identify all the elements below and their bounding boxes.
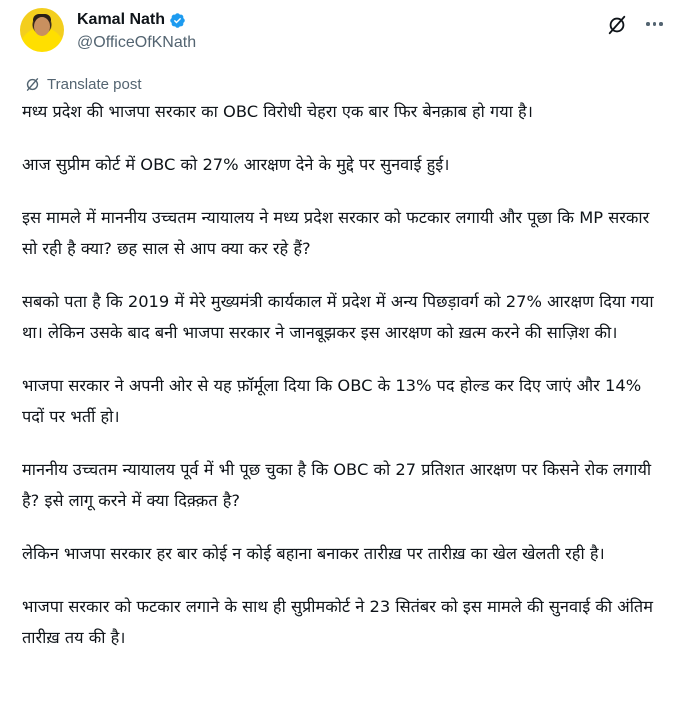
post-paragraph: लेकिन भाजपा सरकार हर बार कोई न कोई बहाना बनाकर तारीख़ पर तारीख़ का खेल खेलती रही है। (22, 544, 605, 563)
post-paragraph: भाजपा सरकार को फटकार लगाने के साथ ही सुप्रीमकोर्ट ने 23 सितंबर को इस मामले की सुनवाई की अंतिम तारीख़ तय की है। (22, 597, 653, 647)
grok-icon[interactable] (606, 14, 628, 36)
post-paragraph: माननीय उच्चतम न्यायालय पूर्व में भी पूछ चुका है कि OBC को 27 प्रतिशत आरक्षण पर किसने रोक लगायी है? इसे लागू करने में क्या दिक़्क़त है? (22, 460, 652, 510)
post-paragraph: आज सुप्रीम कोर्ट में OBC को 27% आरक्षण देने के मुद्दे पर सुनवाई हुई। (22, 155, 450, 174)
more-dot (646, 22, 650, 26)
post-paragraph: इस मामले में माननीय उच्चतम न्यायालय ने मध्य प्रदेश सरकार को फटकार लगायी और पूछा कि MP सरकार सो रही है क्या? छह साल से आप क्या कर रहे हैं? (22, 208, 650, 258)
more-dot (659, 22, 663, 26)
more-icon[interactable] (646, 22, 663, 26)
avatar-face (34, 17, 50, 36)
post-paragraph: सबको पता है कि 2019 में मेरे मुख्यमंत्री कार्यकाल में प्रदेश में अन्य पिछड़ावर्ग को 27% आरक्षण दिया गया था। लेकिन उसके बाद बनी भाजपा सरकार ने जानबूझकर इस आरक्षण को ख़त्म करने की साज़िश की। (22, 292, 654, 342)
post-paragraph: भाजपा सरकार ने अपनी ओर से यह फ़ॉर्मूला दिया कि OBC के 13% पद होल्ड कर दिए जाएं और 14% पदों पर भर्ती हो। (22, 376, 642, 426)
verified-badge-icon (169, 12, 186, 29)
author-name-row (77, 11, 186, 29)
author-handle[interactable]: @OfficeOfKNath (77, 34, 197, 51)
translate-icon (24, 76, 41, 93)
avatar[interactable] (20, 8, 64, 52)
post-body (22, 96, 662, 653)
author-display-name[interactable]: Kamal Nath (77, 11, 166, 28)
translate-post-label: Translate post (47, 76, 142, 93)
translate-post-link[interactable] (24, 76, 142, 93)
more-dot (653, 22, 657, 26)
post-paragraph: मध्य प्रदेश की भाजपा सरकार का OBC विरोधी चेहरा एक बार फिर बेनक़ाब हो गया है। (22, 102, 533, 121)
